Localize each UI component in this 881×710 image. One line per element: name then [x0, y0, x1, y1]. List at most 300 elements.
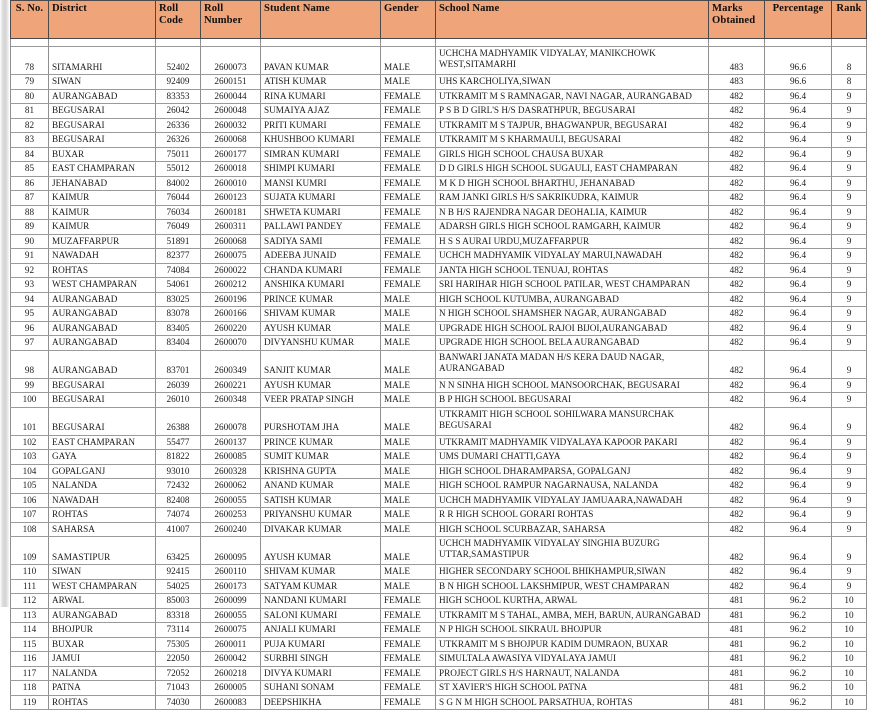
cell-rollnum: 2600042: [201, 652, 261, 667]
cell-pct: 96.4: [765, 118, 832, 133]
spacer-cell: [381, 39, 436, 47]
cell-sno: 82: [11, 118, 49, 133]
cell-school: B N HIGH SCHOOL LAKSHMIPUR, WEST CHAMPARAN: [436, 579, 709, 594]
cell-school: B P HIGH SCHOOL BEGUSARAI: [436, 393, 709, 408]
cell-sno: 91: [11, 249, 49, 264]
header-row: [11, 1, 867, 39]
cell-gender: FEMALE: [381, 623, 436, 638]
cell-school: UTKRAMIT HIGH SCHOOL SOHILWARA MANSURCHAK BEGUSARAI: [436, 407, 709, 435]
table-row[interactable]: [11, 393, 867, 408]
cell-sno: 110: [11, 565, 49, 580]
cell-gender: FEMALE: [381, 220, 436, 235]
cell-district: AURANGABAD: [49, 292, 156, 307]
table-header: [11, 1, 867, 39]
cell-rollcode: 76044: [156, 191, 201, 206]
cell-rollnum: 2600068: [201, 133, 261, 148]
cell-rollnum: 2600166: [201, 307, 261, 322]
cell-rank: 9: [832, 350, 867, 378]
cell-rank: 9: [832, 307, 867, 322]
cell-rollcode: 63425: [156, 537, 201, 565]
spacer-cell: [709, 39, 765, 47]
cell-student: DIVAKAR KUMAR: [261, 522, 381, 537]
cell-sno: 111: [11, 579, 49, 594]
cell-rollnum: 2600073: [201, 47, 261, 75]
cell-rank: 9: [832, 493, 867, 508]
cell-school: ST XAVIER'S HIGH SCHOOL PATNA: [436, 681, 709, 696]
cell-rank: 10: [832, 623, 867, 638]
cell-rank: 10: [832, 608, 867, 623]
cell-sno: 108: [11, 522, 49, 537]
cell-student: SATYAM KUMAR: [261, 579, 381, 594]
table-row[interactable]: [11, 537, 867, 565]
table-row[interactable]: [11, 522, 867, 537]
cell-district: AURANGABAD: [49, 336, 156, 351]
cell-rollcode: 74030: [156, 695, 201, 710]
cell-marks: 481: [709, 637, 765, 652]
cell-student: PAVAN KUMAR: [261, 47, 381, 75]
table-row[interactable]: [11, 234, 867, 249]
table-row[interactable]: [11, 464, 867, 479]
cell-marks: 482: [709, 89, 765, 104]
cell-gender: MALE: [381, 450, 436, 465]
cell-student: SHWETA KUMARI: [261, 205, 381, 220]
table-row[interactable]: [11, 278, 867, 293]
cell-student: SUMIT KUMAR: [261, 450, 381, 465]
cell-district: WEST CHAMPARAN: [49, 579, 156, 594]
cell-rollcode: 92415: [156, 565, 201, 580]
column-header-schoolname: School Name: [436, 1, 709, 39]
spacer-cell: [765, 39, 832, 47]
cell-pct: 96.4: [765, 292, 832, 307]
cell-district: EAST CHAMPARAN: [49, 162, 156, 177]
table-row[interactable]: [11, 176, 867, 191]
table-row[interactable]: [11, 435, 867, 450]
cell-school: UCHCH MADHYAMIK VIDYALAY MARUI,NAWADAH: [436, 249, 709, 264]
table-row[interactable]: [11, 508, 867, 523]
cell-marks: 481: [709, 681, 765, 696]
cell-pct: 96.2: [765, 666, 832, 681]
cell-sno: 105: [11, 479, 49, 494]
cell-pct: 96.2: [765, 608, 832, 623]
cell-gender: MALE: [381, 493, 436, 508]
cell-rollnum: 2600328: [201, 464, 261, 479]
cell-school: HIGH SCHOOL RAMPUR NAGARNAUSA, NALANDA: [436, 479, 709, 494]
cell-rollcode: 52402: [156, 47, 201, 75]
cell-rank: 10: [832, 666, 867, 681]
cell-gender: FEMALE: [381, 278, 436, 293]
cell-pct: 96.4: [765, 234, 832, 249]
cell-school: HIGH SCHOOL DHARAMPARSA, GOPALGANJ: [436, 464, 709, 479]
cell-rollnum: 2600240: [201, 522, 261, 537]
cell-sno: 106: [11, 493, 49, 508]
cell-pct: 96.4: [765, 450, 832, 465]
cell-rank: 9: [832, 292, 867, 307]
cell-rollcode: 83701: [156, 350, 201, 378]
cell-pct: 96.4: [765, 378, 832, 393]
cell-school: HIGH SCHOOL KUTUMBA, AURANGABAD: [436, 292, 709, 307]
table-row[interactable]: [11, 47, 867, 75]
table-row[interactable]: [11, 118, 867, 133]
column-header-percentage: Percentage: [765, 1, 832, 39]
cell-pct: 96.4: [765, 435, 832, 450]
cell-rollnum: 2600348: [201, 393, 261, 408]
cell-rank: 9: [832, 162, 867, 177]
cell-rank: 9: [832, 378, 867, 393]
cell-gender: FEMALE: [381, 249, 436, 264]
table-row[interactable]: [11, 378, 867, 393]
cell-gender: MALE: [381, 407, 436, 435]
table-row[interactable]: [11, 133, 867, 148]
cell-marks: 481: [709, 695, 765, 710]
cell-gender: MALE: [381, 537, 436, 565]
table-row[interactable]: [11, 594, 867, 609]
cell-district: KAIMUR: [49, 191, 156, 206]
cell-sno: 102: [11, 435, 49, 450]
table-row[interactable]: [11, 89, 867, 104]
cell-rollnum: 2600311: [201, 220, 261, 235]
cell-rank: 10: [832, 681, 867, 696]
cell-sno: 93: [11, 278, 49, 293]
cell-rollcode: 93010: [156, 464, 201, 479]
cell-school: UCHCH MADHYAMIK VIDYALAY SINGHIA BUZURG UTTAR,SAMASTIPUR: [436, 537, 709, 565]
table-row[interactable]: [11, 407, 867, 435]
cell-rollnum: 2600220: [201, 321, 261, 336]
column-header-district: District: [49, 1, 156, 39]
cell-marks: 482: [709, 176, 765, 191]
cell-marks: 482: [709, 104, 765, 119]
cell-pct: 96.2: [765, 652, 832, 667]
cell-school: HIGH SCHOOL KURTHA, ARWAL: [436, 594, 709, 609]
cell-rank: 10: [832, 594, 867, 609]
table-row[interactable]: [11, 608, 867, 623]
cell-rank: 8: [832, 47, 867, 75]
cell-rollnum: 2600181: [201, 205, 261, 220]
cell-student: SHIMPI KUMARI: [261, 162, 381, 177]
cell-rank: 9: [832, 205, 867, 220]
cell-marks: 482: [709, 336, 765, 351]
cell-pct: 96.4: [765, 493, 832, 508]
cell-district: BEGUSARAI: [49, 118, 156, 133]
cell-pct: 96.4: [765, 104, 832, 119]
cell-student: SHIVAM KUMAR: [261, 307, 381, 322]
cell-gender: FEMALE: [381, 104, 436, 119]
spacer-cell: [11, 39, 49, 47]
cell-student: AYUSH KUMAR: [261, 378, 381, 393]
cell-school: UCHCHA MADHYAMIK VIDYALAY, MANIKCHOWK WEST,SITAMARHI: [436, 47, 709, 75]
cell-sno: 99: [11, 378, 49, 393]
cell-school: JANTA HIGH SCHOOL TENUAJ, ROHTAS: [436, 263, 709, 278]
table-row[interactable]: [11, 292, 867, 307]
cell-student: SADIYA SAMI: [261, 234, 381, 249]
table-row[interactable]: [11, 652, 867, 667]
cell-student: PRINCE KUMAR: [261, 292, 381, 307]
table-row[interactable]: [11, 205, 867, 220]
cell-student: SALONI KUMARI: [261, 608, 381, 623]
table-body: [11, 39, 867, 710]
cell-gender: FEMALE: [381, 205, 436, 220]
cell-gender: FEMALE: [381, 191, 436, 206]
cell-marks: 482: [709, 464, 765, 479]
cell-school: PROJECT GIRLS H/S HARNAUT, NALANDA: [436, 666, 709, 681]
cell-student: SANJIT KUMAR: [261, 350, 381, 378]
cell-student: SIMRAN KUMARI: [261, 147, 381, 162]
cell-school: HIGH SCHOOL SCURBAZAR, SAHARSA: [436, 522, 709, 537]
column-header-studentname: Student Name: [261, 1, 381, 39]
column-header-rollnumber: Roll Number: [201, 1, 261, 39]
cell-school: R R HIGH SCHOOL GORARI ROHTAS: [436, 508, 709, 523]
cell-pct: 96.6: [765, 75, 832, 90]
cell-sno: 85: [11, 162, 49, 177]
cell-district: EAST CHAMPARAN: [49, 435, 156, 450]
table-spacer-row: [11, 39, 867, 47]
table-row[interactable]: [11, 336, 867, 351]
cell-pct: 96.4: [765, 407, 832, 435]
cell-district: JEHANABAD: [49, 176, 156, 191]
cell-rollnum: 2600018: [201, 162, 261, 177]
cell-pct: 96.2: [765, 637, 832, 652]
cell-rollcode: 74074: [156, 508, 201, 523]
cell-marks: 482: [709, 350, 765, 378]
cell-student: ADEEBA JUNAID: [261, 249, 381, 264]
cell-school: UTKRAMIT M S BHOJPUR KADIM DUMRAON, BUXAR: [436, 637, 709, 652]
cell-student: ATISH KUMAR: [261, 75, 381, 90]
cell-district: JAMUI: [49, 652, 156, 667]
cell-sno: 114: [11, 623, 49, 638]
cell-gender: MALE: [381, 321, 436, 336]
cell-district: BEGUSARAI: [49, 378, 156, 393]
cell-rollcode: 74084: [156, 263, 201, 278]
cell-rollnum: 2600173: [201, 579, 261, 594]
cell-marks: 482: [709, 522, 765, 537]
column-header-sno: S. No.: [11, 1, 49, 39]
spacer-cell: [832, 39, 867, 47]
cell-sno: 104: [11, 464, 49, 479]
cell-gender: MALE: [381, 307, 436, 322]
cell-student: PRITI KUMARI: [261, 118, 381, 133]
cell-school: UTKRAMIT M S TAJPUR, BHAGWANPUR, BEGUSARAI: [436, 118, 709, 133]
cell-sno: 101: [11, 407, 49, 435]
cell-school: N HIGH SCHOOL SHAMSHER NAGAR, AURANGABAD: [436, 307, 709, 322]
cell-school: P S B D GIRL'S H/S DASRATHPUR, BEGUSARAI: [436, 104, 709, 119]
cell-rank: 9: [832, 133, 867, 148]
cell-gender: FEMALE: [381, 147, 436, 162]
cell-rollcode: 71043: [156, 681, 201, 696]
cell-gender: FEMALE: [381, 695, 436, 710]
cell-pct: 96.4: [765, 522, 832, 537]
cell-sno: 100: [11, 393, 49, 408]
table-row[interactable]: [11, 104, 867, 119]
cell-sno: 116: [11, 652, 49, 667]
cell-pct: 96.4: [765, 191, 832, 206]
cell-district: GOPALGANJ: [49, 464, 156, 479]
cell-rollnum: 2600085: [201, 450, 261, 465]
table-row[interactable]: [11, 666, 867, 681]
cell-school: SIMULTALA AWASIYA VIDYALAYA JAMUI: [436, 652, 709, 667]
cell-rank: 8: [832, 75, 867, 90]
cell-district: BEGUSARAI: [49, 407, 156, 435]
cell-rollnum: 2600095: [201, 537, 261, 565]
cell-sno: 83: [11, 133, 49, 148]
cell-district: PATNA: [49, 681, 156, 696]
table-row[interactable]: [11, 162, 867, 177]
cell-gender: FEMALE: [381, 162, 436, 177]
spacer-cell: [436, 39, 709, 47]
cell-marks: 482: [709, 435, 765, 450]
cell-sno: 117: [11, 666, 49, 681]
cell-district: WEST CHAMPARAN: [49, 278, 156, 293]
cell-student: PURSHOTAM JHA: [261, 407, 381, 435]
cell-gender: FEMALE: [381, 594, 436, 609]
cell-student: ANJALI KUMARI: [261, 623, 381, 638]
cell-pct: 96.4: [765, 537, 832, 565]
table-row[interactable]: [11, 579, 867, 594]
cell-student: NANDANI KUMARI: [261, 594, 381, 609]
cell-pct: 96.4: [765, 205, 832, 220]
cell-school: UMS DUMARI CHATTI,GAYA: [436, 450, 709, 465]
cell-gender: MALE: [381, 292, 436, 307]
cell-district: BUXAR: [49, 637, 156, 652]
cell-rollnum: 2600151: [201, 75, 261, 90]
cell-sno: 89: [11, 220, 49, 235]
cell-sno: 78: [11, 47, 49, 75]
cell-student: PRIYANSHU KUMAR: [261, 508, 381, 523]
table-row[interactable]: [11, 220, 867, 235]
table-row[interactable]: [11, 263, 867, 278]
cell-rollcode: 26326: [156, 133, 201, 148]
cell-rank: 9: [832, 89, 867, 104]
cell-sno: 109: [11, 537, 49, 565]
cell-marks: 482: [709, 234, 765, 249]
cell-district: MUZAFFARPUR: [49, 234, 156, 249]
table-row[interactable]: [11, 479, 867, 494]
cell-pct: 96.4: [765, 393, 832, 408]
table-row[interactable]: [11, 681, 867, 696]
table-row[interactable]: [11, 147, 867, 162]
cell-rollnum: 2600011: [201, 637, 261, 652]
cell-student: RINA KUMARI: [261, 89, 381, 104]
cell-rollnum: 2600196: [201, 292, 261, 307]
cell-school: S G N M HIGH SCHOOL PARSATHUA, ROHTAS: [436, 695, 709, 710]
cell-pct: 96.4: [765, 176, 832, 191]
cell-sno: 97: [11, 336, 49, 351]
cell-student: DIVYA KUMARI: [261, 666, 381, 681]
page-gutter: [0, 0, 9, 607]
cell-pct: 96.4: [765, 508, 832, 523]
cell-rank: 9: [832, 508, 867, 523]
cell-pct: 96.2: [765, 695, 832, 710]
cell-sno: 79: [11, 75, 49, 90]
cell-sno: 107: [11, 508, 49, 523]
table-row[interactable]: [11, 565, 867, 580]
cell-rank: 9: [832, 278, 867, 293]
cell-marks: 482: [709, 321, 765, 336]
cell-rollcode: 41007: [156, 522, 201, 537]
cell-sno: 87: [11, 191, 49, 206]
cell-rank: 9: [832, 191, 867, 206]
cell-rank: 9: [832, 249, 867, 264]
cell-rank: 9: [832, 393, 867, 408]
table-row[interactable]: [11, 450, 867, 465]
cell-marks: 482: [709, 220, 765, 235]
table-row[interactable]: [11, 623, 867, 638]
cell-rollnum: 2600044: [201, 89, 261, 104]
cell-rank: 10: [832, 637, 867, 652]
cell-sno: 115: [11, 637, 49, 652]
cell-marks: 481: [709, 608, 765, 623]
table-row[interactable]: [11, 191, 867, 206]
cell-school: HIGHER SECONDARY SCHOOL BHIKHAMPUR,SIWAN: [436, 565, 709, 580]
cell-rollnum: 2600048: [201, 104, 261, 119]
cell-student: KHUSHBOO KUMARI: [261, 133, 381, 148]
table-row[interactable]: [11, 350, 867, 378]
cell-marks: 482: [709, 508, 765, 523]
cell-rollcode: 83318: [156, 608, 201, 623]
cell-gender: MALE: [381, 393, 436, 408]
cell-marks: 482: [709, 479, 765, 494]
cell-gender: FEMALE: [381, 666, 436, 681]
cell-district: BEGUSARAI: [49, 104, 156, 119]
cell-student: SUMAIYA AJAZ: [261, 104, 381, 119]
cell-marks: 482: [709, 307, 765, 322]
table-row[interactable]: [11, 307, 867, 322]
cell-rollcode: 85003: [156, 594, 201, 609]
cell-district: KAIMUR: [49, 220, 156, 235]
cell-marks: 482: [709, 133, 765, 148]
cell-district: SITAMARHI: [49, 47, 156, 75]
cell-rollcode: 76049: [156, 220, 201, 235]
cell-student: SUHANI SONAM: [261, 681, 381, 696]
cell-pct: 96.4: [765, 307, 832, 322]
cell-rollcode: 55477: [156, 435, 201, 450]
cell-marks: 481: [709, 666, 765, 681]
cell-student: SURBHI SINGH: [261, 652, 381, 667]
cell-rollcode: 26336: [156, 118, 201, 133]
table-row[interactable]: [11, 493, 867, 508]
cell-gender: MALE: [381, 522, 436, 537]
cell-marks: 482: [709, 118, 765, 133]
cell-district: AURANGABAD: [49, 307, 156, 322]
cell-rollcode: 81822: [156, 450, 201, 465]
table-row[interactable]: [11, 249, 867, 264]
cell-rank: 9: [832, 464, 867, 479]
cell-student: SUJATA KUMARI: [261, 191, 381, 206]
cell-pct: 96.6: [765, 47, 832, 75]
cell-school: UTKRAMIT M S TAHAL, AMBA, MEH, BARUN, AURANGABAD: [436, 608, 709, 623]
cell-rollnum: 2600075: [201, 623, 261, 638]
cell-rollnum: 2600062: [201, 479, 261, 494]
cell-gender: FEMALE: [381, 681, 436, 696]
table-row[interactable]: [11, 75, 867, 90]
table-row[interactable]: [11, 637, 867, 652]
cell-student: ANSHIKA KUMARI: [261, 278, 381, 293]
cell-marks: 483: [709, 47, 765, 75]
cell-gender: MALE: [381, 47, 436, 75]
cell-rollcode: 22050: [156, 652, 201, 667]
cell-rank: 9: [832, 522, 867, 537]
cell-rank: 9: [832, 263, 867, 278]
cell-school: D D GIRLS HIGH SCHOOL SUGAULI, EAST CHAMPARAN: [436, 162, 709, 177]
cell-district: SAHARSA: [49, 522, 156, 537]
cell-district: ROHTAS: [49, 508, 156, 523]
cell-rollnum: 2600177: [201, 147, 261, 162]
cell-rollcode: 76034: [156, 205, 201, 220]
cell-school: BANWARI JANATA MADAN H/S KERA DAUD NAGAR, AURANGABAD: [436, 350, 709, 378]
cell-school: N P HIGH SCHOOL SIKRAUL BHOJPUR: [436, 623, 709, 638]
cell-pct: 96.2: [765, 594, 832, 609]
column-header-gender: Gender: [381, 1, 436, 39]
table-row[interactable]: [11, 695, 867, 710]
table-row[interactable]: [11, 321, 867, 336]
